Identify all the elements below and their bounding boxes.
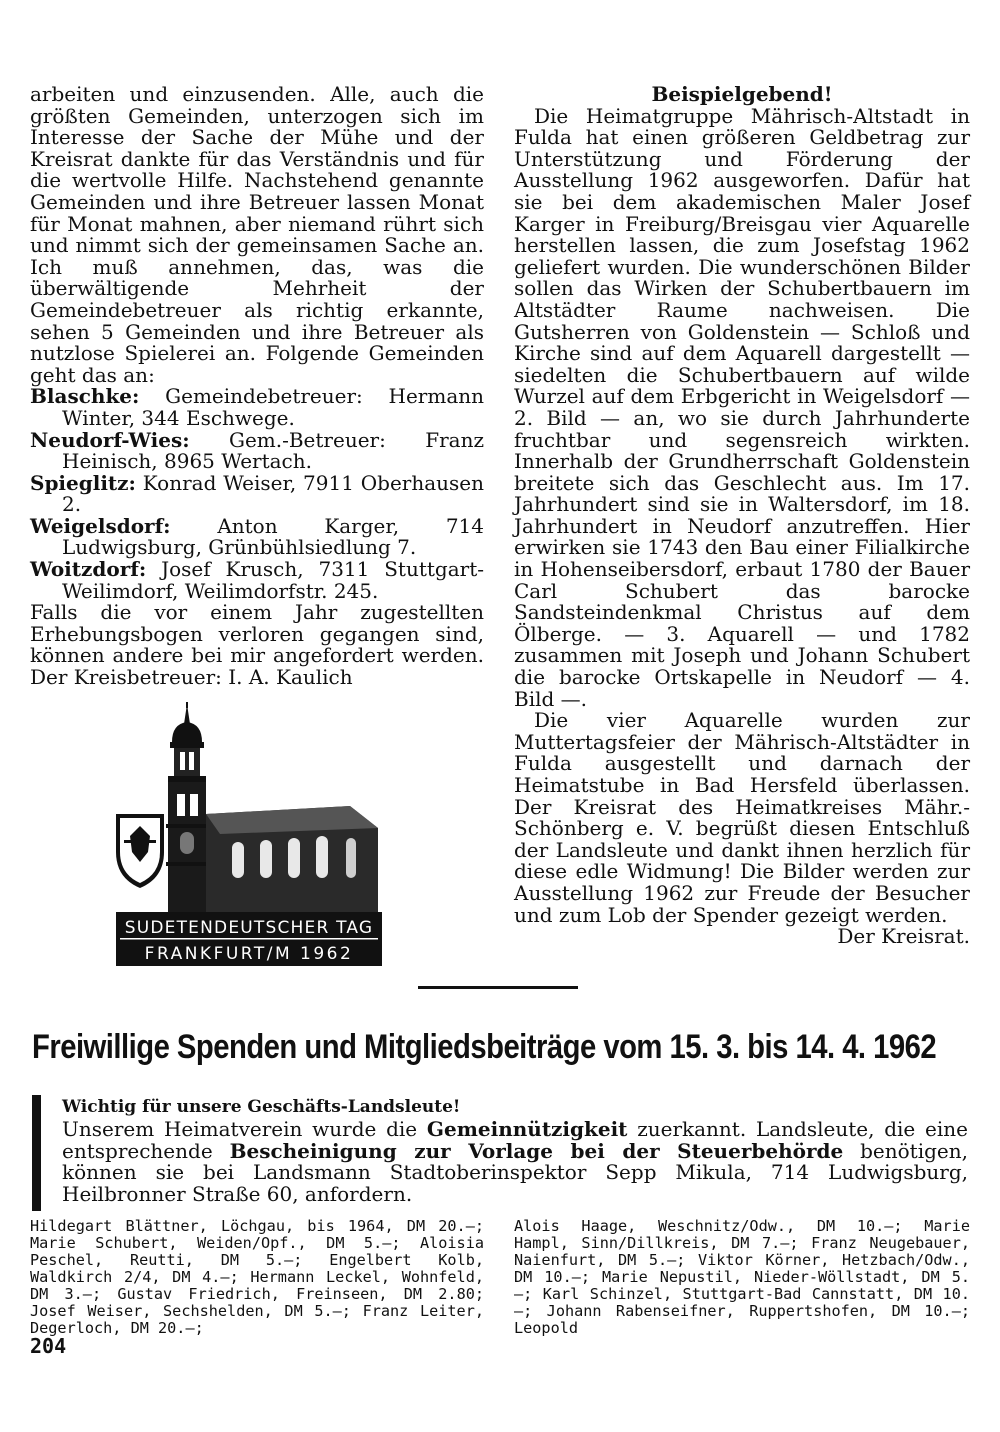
notice-bar bbox=[32, 1095, 41, 1211]
right-paragraph-1: Die Heimatgruppe Mährisch-Altstadt in Fulda hat einen größeren Geldbetrag zur Unterstützung und Förderung der Ausstellung 1962 ausgeworfen. Dafür hat sie bei dem akademischen Maler Josef Karger in Freiburg/Breisgau vier Aquarelle herstellen lassen, die zum Josefstag 1962 geliefert wurden. Die wunderschönen Bilder sollen das Wirken der Schubertbauern im Altstädter Raume nachweisen. Die Gutsherren von Goldenstein — Schloß und Kirche sind auf dem Aquarell dargestellt — siedelten die Schubertbauern auf wilde Wurzel auf dem Erbgericht in Weigelsdorf — 2. Bild — an, wo sie durch Jahrhunderte fruchtbar und segensreich wirkten. Innerhalb der Grundherrschaft Goldenstein breitete sich das Geschlecht aus. Im 17. Jahrhundert sind sie in Waltersdorf, im 18. Jahrhundert in Neudorf anzutreffen. Hier erwirken sie 1743 den Bau einer Filialkirche in Hohenseibersdorf, erbaut 1780 der Bauer Carl Schubert das barocke Sandsteindenkmal Christus auf dem Ölberge. — 3. Aquarell — und 1782 zusammen mit Joseph und Johann Schubert die barocke Ortskapelle in Neudorf — 4. Bild —. bbox=[514, 103, 970, 711]
notice-text-2: zuerkannt. Landsleute, die eine entsprechende bbox=[62, 1117, 968, 1163]
notice-text-3: benötigen, können sie bei Landsmann Stadtoberinspektor Sepp Mikula, 714 Ludwigsburg, Heilbronner Straße 60, anfordern. bbox=[62, 1138, 968, 1207]
commune-entry-3 bbox=[30, 470, 485, 517]
commune-contact: Gemeindebetreuer: Hermann Winter, 344 Eschwege. bbox=[62, 384, 485, 430]
commune-name: Woitzdorf: bbox=[30, 557, 147, 582]
notice-title: Wichtig für unsere Geschäfts-Landsleute! bbox=[62, 1097, 461, 1117]
right-signature: Der Kreisrat. bbox=[837, 924, 970, 949]
emblem-line-2: FRANKFURT/M 1962 bbox=[144, 944, 354, 964]
sudetendeutscher-tag-emblem bbox=[110, 702, 390, 970]
commune-name: Spieglitz: bbox=[30, 470, 136, 495]
commune-contact: Josef Krusch, 7311 Stuttgart-Weilimdorf, Weilimdorfstr. 245. bbox=[62, 557, 484, 603]
right-heading-text: Beispielgebend! bbox=[651, 82, 833, 106]
donations-right: Alois Haage, Weschnitz/Odw., DM 10.—; Marie Hampl, Sinn/Dillkreis, DM 7.—; Franz Neugebauer, Naienfurt, DM 5.—; Viktor Körner, Hetzbach/Odw., DM 10.—; Marie Nepustil, Nieder-Wöllstadt, DM 5.—; Karl Schinzel, Stuttgart-Bad Cannstatt, DM 10.—; Johann Rabenseifner, Ruppertshofen, DM 10.—; Leopold bbox=[514, 1217, 970, 1337]
left-column bbox=[30, 84, 484, 689]
emblem-line-1: SUDETENDEUTSCHER TAG bbox=[124, 918, 374, 938]
right-column bbox=[514, 84, 970, 948]
notice-box bbox=[62, 1095, 968, 1206]
notice-body bbox=[62, 1119, 968, 1206]
page-number: 204 bbox=[30, 1334, 67, 1358]
commune-entry-5 bbox=[30, 559, 484, 602]
commune-entry-4 bbox=[30, 513, 484, 560]
left-paragraph-2: Falls die vor einem Jahr zugestellten Erhebungsbogen verloren gegangen sind, können andere bei mir angefordert werden. Der Kreisbetreuer: I. A. Kaulich bbox=[30, 600, 484, 690]
commune-name: Weigelsdorf: bbox=[30, 513, 171, 538]
commune-name: Blaschke: bbox=[30, 384, 140, 409]
left-paragraph-1: arbeiten und einzusenden. Alle, auch die größten Gemeinden, unterzogen sich im Interesse der Sache der Mühe und der Kreisrat dankte für das Verständnis und für die wertvolle Hilfe. Nachstehend genannte Gemeinden und ihre Betreuer lassen Monat für Monat mahnen, aber niemand rührt sich und nimmt sich der gemeinsamen Sache an. Ich muß annehmen, das, was die überwältigende Mehrheit der Gemeindebetreuer als richtig erkannte, sehen 5 Gemeinden und ihre Betreuer als nutzlose Spielerei an. Folgende Gemeinden geht das an: bbox=[30, 82, 484, 387]
right-paragraph-2: Die vier Aquarelle wurden zur Muttertagsfeier der Mährisch-Altstädter in Fulda ausgestellt und darnach der Heimatstube in Bad Hersfeld überlassen. Der Kreisrat des Heimatkreises Mähr.-Schönberg e. V. begrüßt diesen Entschluß der Landsleute und dankt ihnen herzlich für diese edle Widmung! Die Bilder werden zur Ausstellung 1962 zur Freude der Besucher und zum Lob der Spender gezeigt werden. bbox=[514, 708, 970, 927]
commune-contact: Anton Karger, 714 Ludwigsburg, Grünbühlsiedlung 7. bbox=[62, 513, 484, 560]
notice-text-1: Unserem Heimatverein wurde die bbox=[62, 1117, 427, 1141]
notice-bold-1: Gemeinnützigkeit bbox=[426, 1117, 628, 1141]
notice-bold-2: Bescheinigung zur Vorlage bei der Steuerbehörde bbox=[229, 1138, 844, 1163]
commune-entry-2 bbox=[30, 427, 484, 474]
section-divider bbox=[418, 986, 578, 989]
donations-left: Hildegart Blättner, Löchgau, bis 1964, DM 20.—; Marie Schubert, Weiden/Opf., DM 5.—; Aloisia Peschel, Reutti, DM 5.—; Engelbert Kolb, Waldkirch 2/4, DM 4.—; Hermann Leckel, Wohnfeld, DM 3.—; Gustav Friedrich, Freinseen, DM 2.80; Josef Weiser, Sechshelden, DM 5.—; Franz Leiter, Degerloch, DM 20.—; bbox=[30, 1217, 484, 1337]
donations-headline: Freiwillige Spenden und Mitgliedsbeiträge vom 15. 3. bis 14. 4. 1962 bbox=[32, 1028, 937, 1066]
commune-name: Neudorf-Wies: bbox=[30, 427, 190, 452]
commune-entry-1 bbox=[30, 386, 484, 429]
commune-contact: Gem.-Betreuer: Franz Heinisch, 8965 Wertach. bbox=[62, 427, 484, 474]
commune-contact: Konrad Weiser, 7911 Oberhausen 2. bbox=[62, 470, 485, 517]
right-heading bbox=[514, 84, 970, 106]
church-emblem-icon bbox=[110, 702, 390, 970]
